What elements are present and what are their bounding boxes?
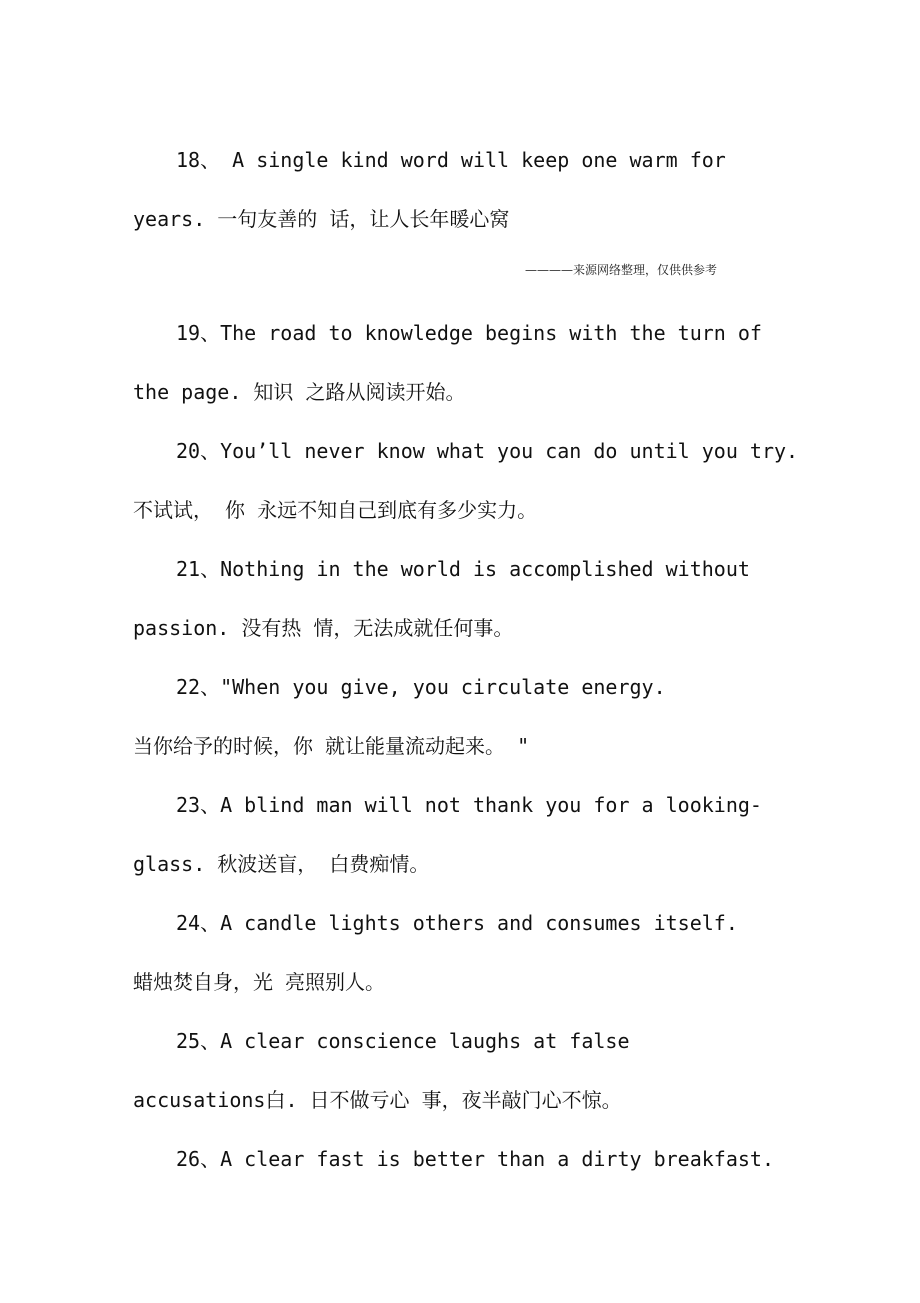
entry-number: 22、	[176, 675, 221, 699]
entry-21-line-1	[176, 555, 750, 583]
entry-19-line-1	[176, 319, 762, 347]
entry-text: A candle lights others and consumes itself.	[220, 911, 738, 935]
entry-number: 24、	[176, 911, 221, 935]
entry-24-line-2: 蜡烛焚自身，光 亮照别人。	[133, 970, 386, 994]
entry-text: "When you give, you circulate energy.	[220, 675, 666, 699]
entry-20-line-1	[176, 437, 798, 465]
entry-26-line-1	[176, 1145, 774, 1173]
entry-number: 19、	[176, 321, 221, 345]
entry-22-line-1	[176, 673, 666, 701]
entry-text: A blind man will not thank you for a looking-	[220, 793, 762, 817]
entry-23-line-2: glass. 秋波送盲， 白费痴情。	[133, 852, 430, 876]
entry-18-line-1	[176, 146, 726, 174]
entry-22-line-2: 当你给予的时候，你 就让能量流动起来。 "	[133, 734, 530, 758]
entry-text: Nothing in the world is accomplished without	[220, 557, 750, 581]
entry-19-line-2: the page. 知识 之路从阅读开始。	[133, 380, 466, 404]
entry-23-line-1	[176, 791, 762, 819]
entry-number: 21、	[176, 557, 221, 581]
entry-number: 20、	[176, 439, 221, 463]
entry-number: 25、	[176, 1029, 221, 1053]
entry-18-line-2: years. 一句友善的 话，让人长年暖心窝	[133, 207, 510, 231]
entry-25-line-1	[176, 1027, 630, 1055]
entry-20-line-2: 不试试， 你 永远不知自己到底有多少实力。	[133, 498, 538, 522]
entry-number: 23、	[176, 793, 221, 817]
entry-25-line-2: accusations白. 日不做亏心 事，夜半敲门心不惊。	[133, 1088, 622, 1112]
entry-number: 18、	[176, 148, 221, 172]
entry-text: A clear conscience laughs at false	[220, 1029, 630, 1053]
entry-text: You’ll never know what you can do until you try.	[220, 439, 799, 463]
entry-number: 26、	[176, 1147, 221, 1171]
entry-text: A single kind word will keep one warm for	[220, 148, 726, 172]
entry-text: The road to knowledge begins with the turn of	[220, 321, 762, 345]
source-note: ————来源网络整理，仅供供参考	[525, 263, 718, 277]
entry-text: A clear fast is better than a dirty breakfast.	[220, 1147, 774, 1171]
entry-21-line-2: passion. 没有热 情，无法成就任何事。	[133, 616, 514, 640]
entry-24-line-1	[176, 909, 738, 937]
